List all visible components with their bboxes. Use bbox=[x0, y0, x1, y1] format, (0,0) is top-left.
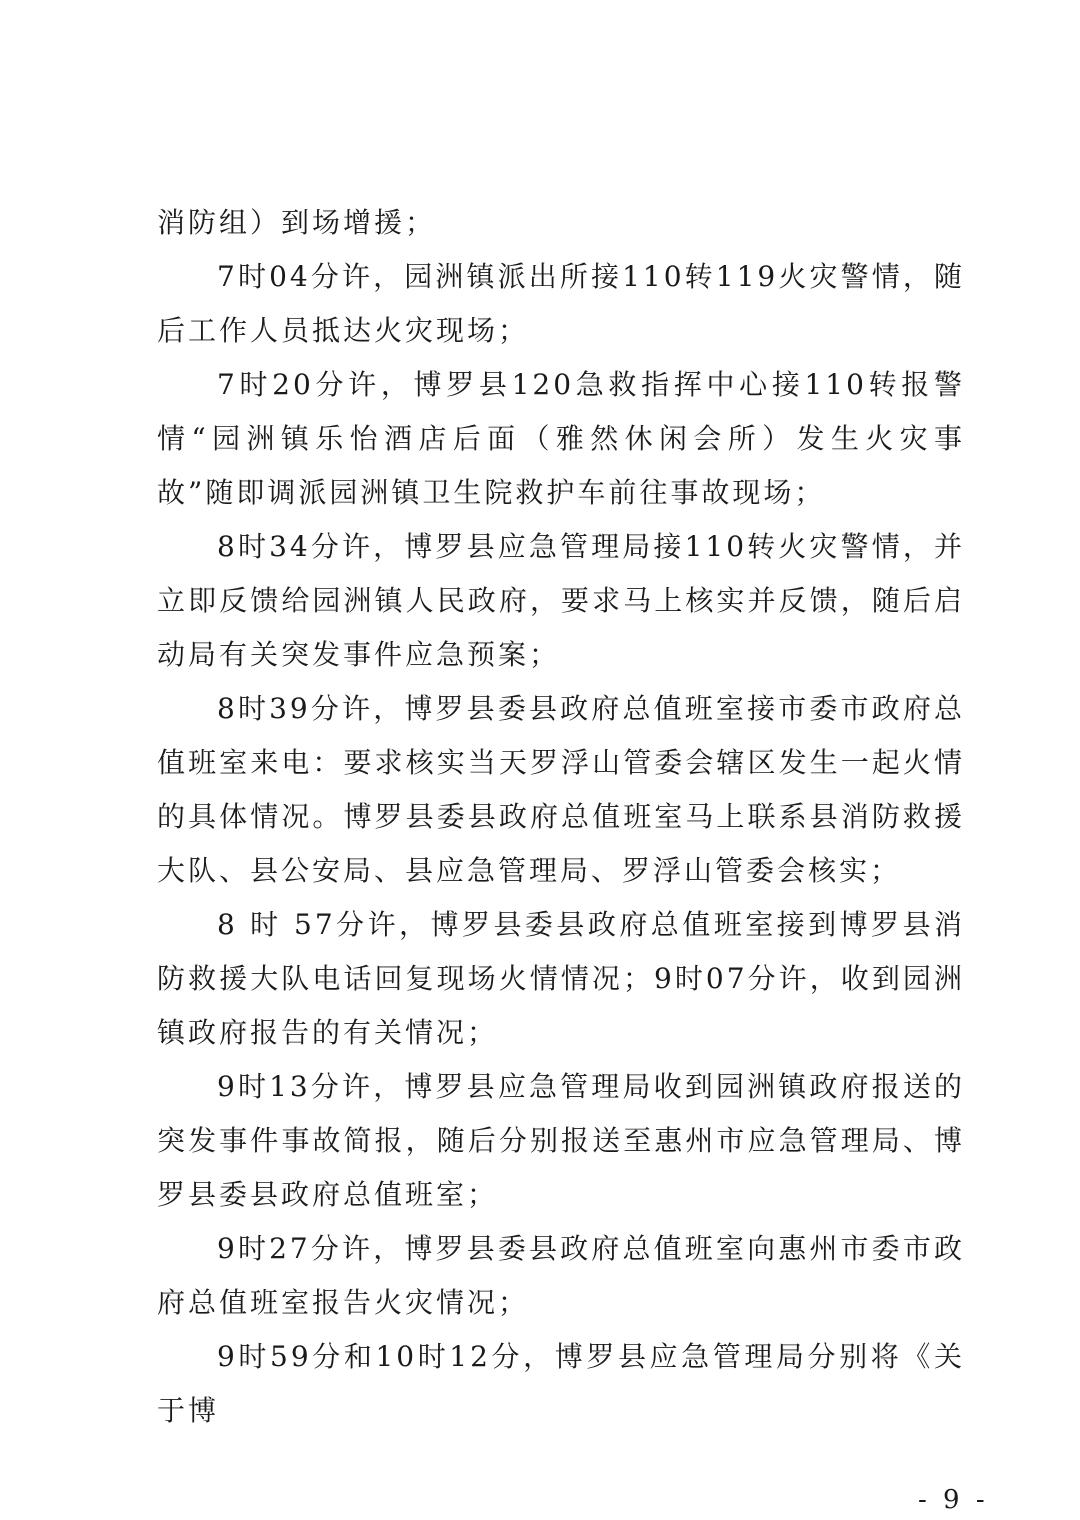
paragraph-0857: 8 时 57分许，博罗县委县政府总值班室接到博罗县消防救援大队电话回复现场火情情况；9时07分许，收到园洲镇政府报告的有关情况； bbox=[157, 908, 965, 1049]
paragraph-continuation: 消防组）到场增援； bbox=[157, 206, 437, 239]
paragraph-0704: 7时04分许，园洲镇派出所接110转119火灾警情，随后工作人员抵达火灾现场； bbox=[157, 260, 965, 347]
paragraph-0834: 8时34分许，博罗县应急管理局接110转火灾警情，并立即反馈给园洲镇人民政府，要求马上核实并反馈，随后启动局有关突发事件应急预案； bbox=[157, 530, 965, 671]
paragraph-0927: 9时27分许，博罗县委县政府总值班室向惠州市委市政府总值班室报告火灾情况； bbox=[157, 1232, 965, 1319]
paragraph-0913: 9时13分许，博罗县应急管理局收到园洲镇政府报送的突发事件事故简报，随后分别报送至惠州市应急管理局、博罗县委县政府总值班室； bbox=[157, 1070, 965, 1211]
page-number: - 9 - bbox=[918, 1485, 989, 1515]
paragraph-0959: 9时59分和10时12分，博罗县应急管理局分别将《关于博 bbox=[157, 1340, 965, 1427]
paragraph-0720: 7时20分许，博罗县120急救指挥中心接110转报警情“园洲镇乐怡酒店后面（雅然休闲会所）发生火灾事故”随即调派园洲镇卫生院救护车前往事故现场； bbox=[157, 368, 965, 509]
document-body bbox=[157, 196, 965, 1438]
paragraph-0839: 8时39分许，博罗县委县政府总值班室接市委市政府总值班室来电：要求核实当天罗浮山管委会辖区发生一起火情的具体情况。博罗县委县政府总值班室马上联系县消防救援大队、县公安局、县应急管理局、罗浮山管委会核实； bbox=[157, 692, 965, 887]
